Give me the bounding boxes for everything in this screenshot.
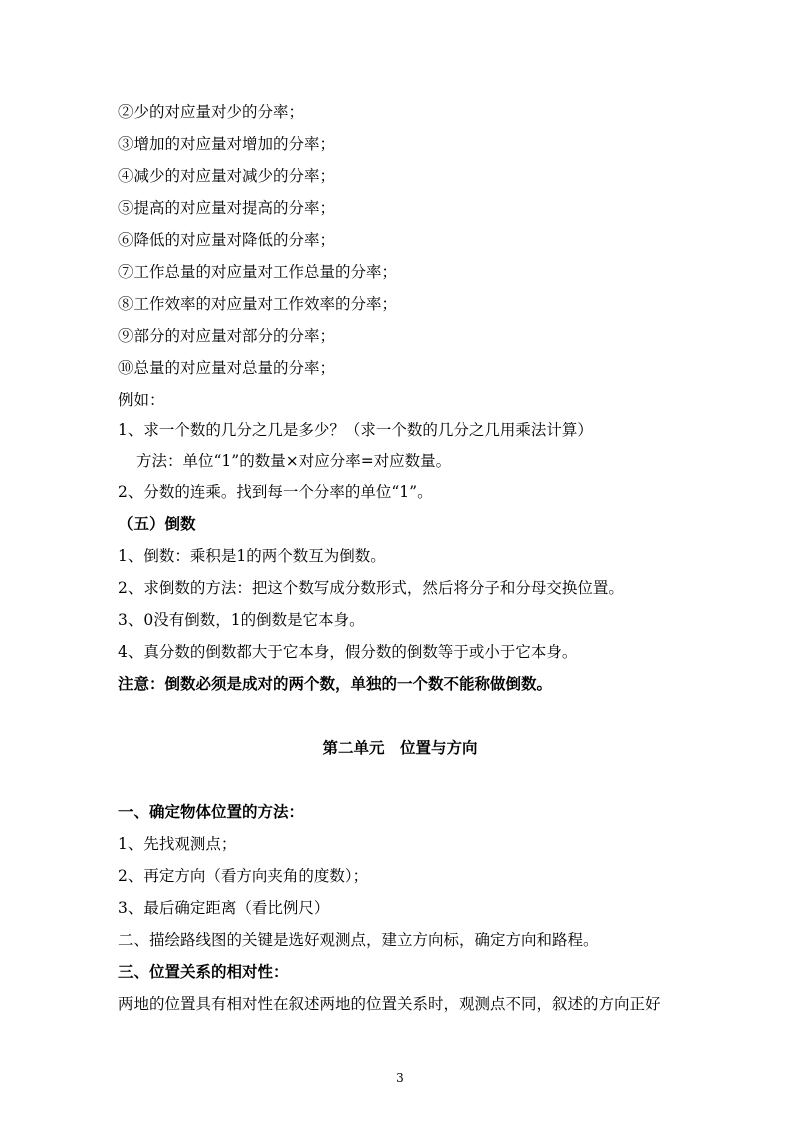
text-line: ⑥降低的对应量对降低的分率； (118, 231, 336, 249)
text-line: 方法：单位“1”的数量×对应分率=对应数量。 (136, 452, 452, 470)
text-line: ⑨部分的对应量对部分的分率； (118, 327, 336, 345)
text-line: 4、真分数的倒数都大于它本身，假分数的倒数等于或小于它本身。 (118, 643, 578, 661)
text-line: 1、先找观测点； (118, 835, 237, 853)
section-heading: 三、位置关系的相对性： (118, 963, 289, 981)
text-line: ⑦工作总量的对应量对工作总量的分率； (118, 263, 398, 281)
page-number: 3 (396, 1071, 404, 1085)
note-line: 注意：倒数必须是成对的两个数，单独的一个数不能称做倒数。 (118, 675, 553, 693)
text-line: 1、倒数：乘积是1的两个数互为倒数。 (118, 547, 386, 565)
text-line: ⑧工作效率的对应量对工作效率的分率； (118, 295, 398, 313)
text-line: ④减少的对应量对减少的分率； (118, 167, 336, 185)
text-line: 2、再定方向（看方向夹角的度数）； (118, 867, 369, 885)
text-line: ②少的对应量对少的分率； (118, 103, 305, 121)
section-heading: 一、确定物体位置的方法： (118, 803, 305, 821)
text-line: 两地的位置具有相对性在叙述两地的位置关系时，观测点不同，叙述的方向正好 (118, 995, 661, 1013)
text-line: 例如： (118, 391, 165, 409)
text-line: ⑩总量的对应量对总量的分率； (118, 359, 336, 377)
text-line: ⑤提高的对应量对提高的分率； (118, 199, 336, 217)
section-heading: （五）倒数 (118, 515, 196, 533)
text-line: 2、分数的连乘。找到每一个分率的单位“1”。 (118, 483, 433, 501)
text-line: 1、求一个数的几分之几是多少？（求一个数的几分之几用乘法计算） (118, 421, 593, 439)
text-line: 二、描绘路线图的关键是选好观测点，建立方向标，确定方向和路程。 (118, 931, 599, 949)
text-line: 3、0没有倒数，1的倒数是它本身。 (118, 611, 365, 629)
unit-title: 第二单元 位置与方向 (322, 739, 478, 757)
text-line: ③增加的对应量对增加的分率； (118, 135, 336, 153)
text-line: 2、求倒数的方法：把这个数写成分数形式，然后将分子和分母交换位置。 (118, 579, 624, 597)
text-line: 3、最后确定距离（看比例尺） (118, 899, 330, 917)
